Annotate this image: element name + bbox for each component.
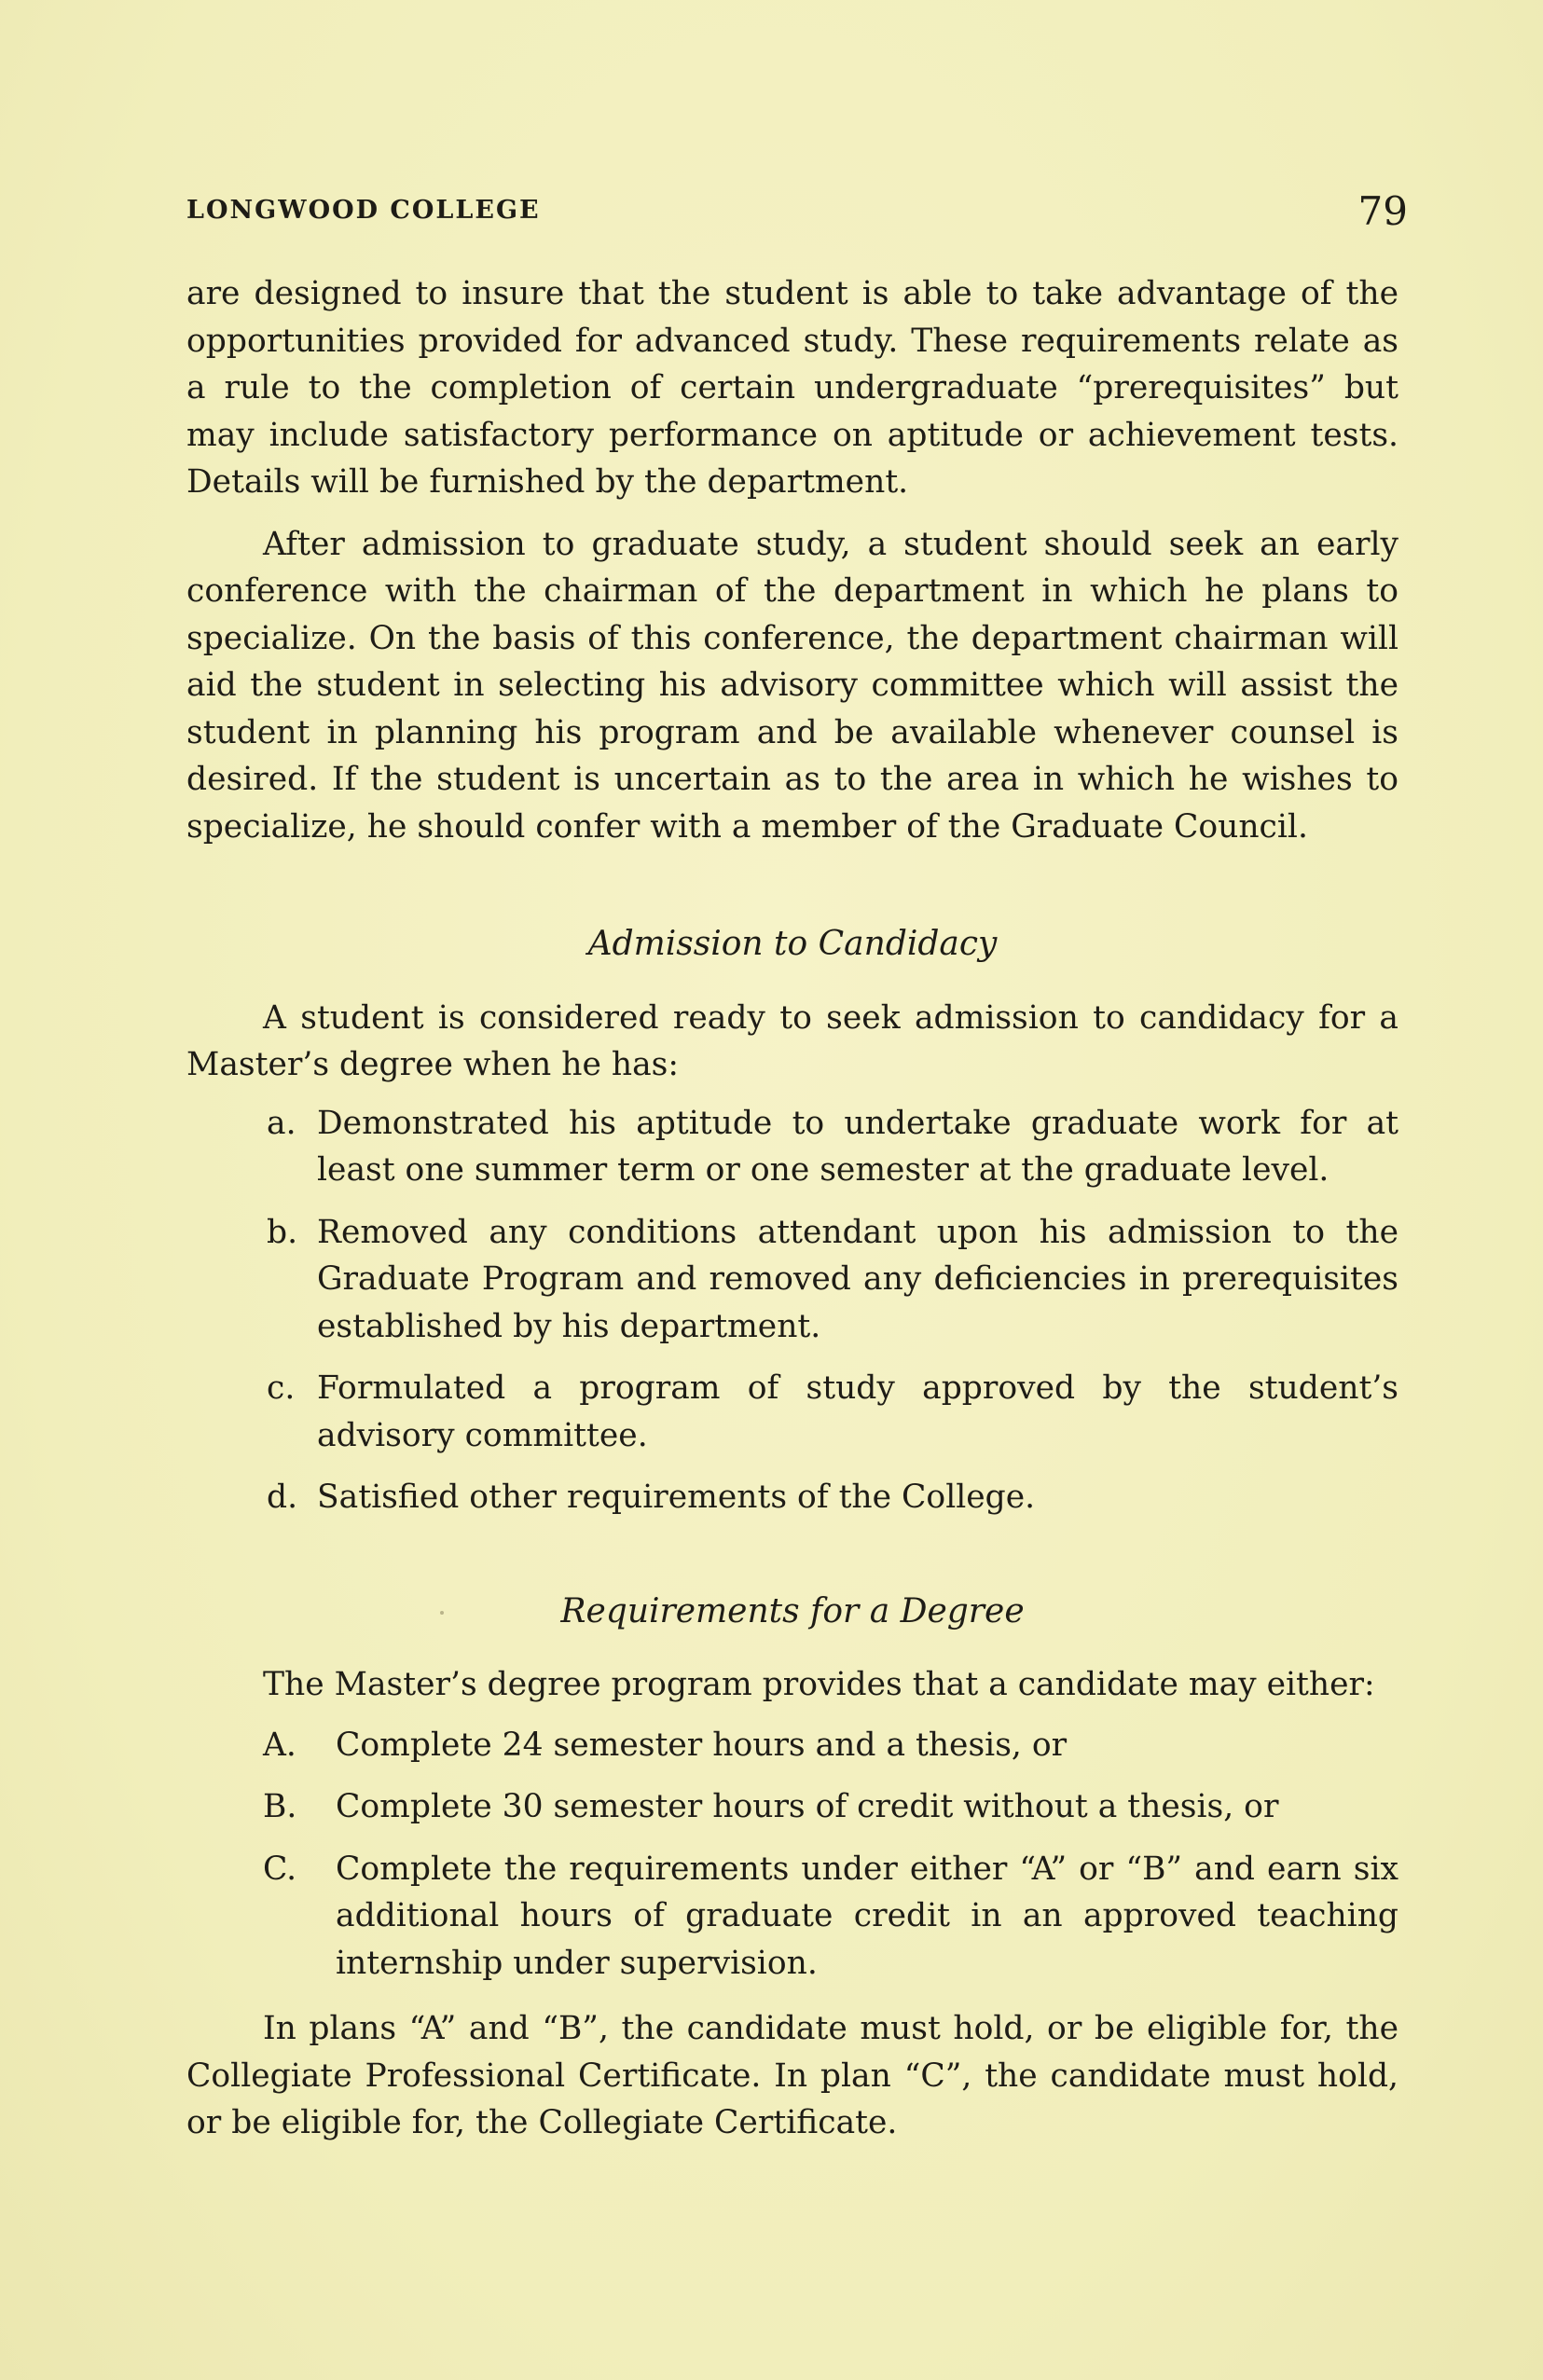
list-marker: d.: [267, 1479, 298, 1516]
list-marker: c.: [267, 1369, 296, 1407]
paragraph-advisory: After admission to graduate study, a student should seek an early conference with the chairman of the department in which he plans to specialize. On the basis of this conference, the department chairman will aid the student in selecting his advisory committee which will assist the student in planning his program and be available whenever counsel is desired. If the student is uncertain as to the area in which he wishes to specialize, he should confer with a member of the Graduate Council.: [186, 525, 1398, 846]
running-head: LONGWOOD COLLEGE: [186, 196, 541, 225]
list-item: [263, 1783, 1398, 1831]
list-item-text: Demonstrated his aptitude to undertake graduate work for at least one summer term or one semester at the graduate level.: [317, 1104, 1398, 1189]
list-marker: a.: [267, 1104, 296, 1142]
paragraph-certificates: In plans “A” and “B”, the candidate must hold, or be eligible for, the Collegiate Professional Certificate. In plan “C”, the candidate must hold, or be eligible for, the Collegiate Certificate.: [186, 2010, 1398, 2141]
degree-plan-list: [186, 1722, 1398, 1988]
section-title-degree: Requirements for a Degree: [560, 1591, 1025, 1630]
list-item: [263, 1722, 1398, 1769]
candidacy-list: [186, 1100, 1398, 1521]
list-item: [263, 1846, 1398, 1988]
list-item-text: Satisfied other requirements of the College.: [317, 1479, 1036, 1516]
list-marker: B.: [263, 1788, 297, 1825]
degree-intro: The Master’s degree program provides that a candidate may either:: [263, 1666, 1375, 1703]
list-item-text: Complete the requirements under either “A” or “B” and earn six additional hours of graduate credit in an approved teaching internship under supervision.: [336, 1850, 1398, 1982]
list-marker: A.: [263, 1726, 296, 1764]
list-item: [267, 1100, 1398, 1194]
paper-speck: [440, 1611, 444, 1615]
list-item: [267, 1209, 1398, 1351]
list-item-text: Removed any conditions attendant upon his admission to the Graduate Program and removed any deficiencies in prerequisites established by his department.: [317, 1213, 1398, 1345]
body-text: [186, 270, 1398, 2147]
candidacy-intro: A student is considered ready to seek admission to candidacy for a Master’s degree when he has:: [186, 998, 1398, 1083]
list-marker: b.: [267, 1213, 298, 1251]
page-header: [186, 188, 1408, 244]
list-item-text: Complete 30 semester hours of credit without a thesis, or: [336, 1788, 1279, 1825]
list-item-text: Formulated a program of study approved by the student’s advisory committee.: [317, 1369, 1398, 1454]
paragraph-continuation: are designed to insure that the student is able to take advantage of the opportunities provided for advanced study. These requirements relate as a rule to the completion of certain undergraduate “prerequisites” but may include satisfactory performance on aptitude or achievement tests. Details will be furnished by the department.: [186, 275, 1398, 501]
list-item-text: Complete 24 semester hours and a thesis, or: [336, 1726, 1068, 1764]
list-item: [267, 1474, 1398, 1521]
list-marker: C.: [263, 1850, 297, 1888]
page-number: 79: [1357, 188, 1408, 234]
section-title-candidacy: Admission to Candidacy: [587, 925, 998, 963]
list-item: [267, 1365, 1398, 1459]
